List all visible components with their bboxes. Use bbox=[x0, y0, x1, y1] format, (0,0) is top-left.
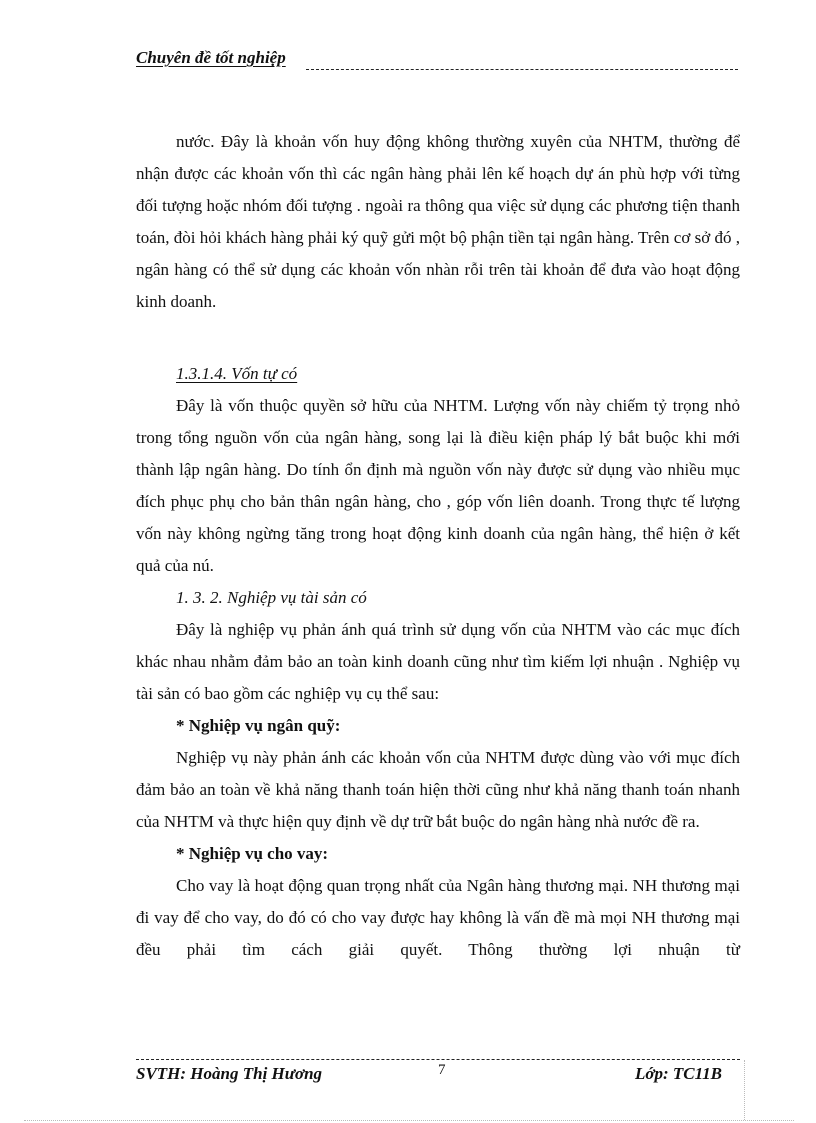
header-dashed-rule bbox=[306, 69, 738, 70]
section-heading-132: 1. 3. 2. Nghiệp vụ tài sản có bbox=[176, 588, 367, 607]
paragraph-tai-san-co: Đây là nghiệp vụ phản ánh quá trình sử dụng vốn của NHTM vào các mục đích khác nhau nhằm đảm bảo an toàn kinh doanh cũng như tìm kiếm lợi nhuận . Nghiệp vụ tài sản có bao gồm các nghiệp vụ cụ thể sau: bbox=[136, 620, 740, 703]
subheading-cho-vay: * Nghiệp vụ cho vay: bbox=[176, 844, 329, 863]
document-body bbox=[136, 126, 740, 966]
page-number: 7 bbox=[438, 1062, 446, 1078]
paragraph-continuation: nước. Đây là khoản vốn huy động không thường xuyên của NHTM, thường để nhận được các khoản vốn thì các ngân hàng phải lên kế hoạch dự án phù hợp với từng đối tượng hoặc nhóm đối tượng . ngoài ra thông qua việc sử dụng các phương tiện thanh toán, đòi hỏi khách hàng phải ký quỹ gửi một bộ phận tiền tại ngân hàng. Trên cơ sở đó , ngân hàng có thể sử dụng các khoản vốn nhàn rỗi trên tài khoản để đưa vào hoạt động kinh doanh. bbox=[136, 132, 740, 311]
footer-class: Lớp: TC11B bbox=[634, 1064, 722, 1083]
paragraph-ngan-quy: Nghiệp vụ này phản ánh các khoản vốn của NHTM được dùng vào với mục đích đảm bảo an toàn về khả năng thanh toán hiện thời cũng như khả năng thanh toán nhanh của NHTM và thực hiện quy định về dự trữ bắt buộc do ngân hàng nhà nước đề ra. bbox=[136, 748, 740, 831]
paragraph-von-tu-co: Đây là vốn thuộc quyền sở hữu của NHTM. Lượng vốn này chiếm tỷ trọng nhỏ trong tổng nguồn vốn của ngân hàng, song lại là điều kiện pháp lý bắt buộc khi mới thành lập ngân hàng. Do tính ổn định mà nguồn vốn này được sử dụng vào nhiều mục đích phục phụ cho bản thân ngân hàng, cho , góp vốn liên doanh. Trong thực tế lượng vốn này không ngừng tăng trong hoạt động kinh doanh của ngân hàng, thể hiện ở kết quả của nú. bbox=[136, 396, 740, 575]
paragraph-gap bbox=[136, 318, 740, 358]
page-border-bottom bbox=[24, 1120, 794, 1121]
footer-author: SVTH: Hoàng Thị Hương bbox=[136, 1064, 323, 1083]
paragraph-cho-vay: Cho vay là hoạt động quan trọng nhất của Ngân hàng thương mại. NH thương mại đi vay để cho vay, do đó có cho vay được hay không là vấn đề mà mọi NH thương mại đều phải tìm cách giải quyết. Thông thường lợi nhuận từ bbox=[136, 876, 740, 959]
subheading-ngan-quy: * Nghiệp vụ ngân quỹ: bbox=[176, 716, 341, 735]
footer-dashed-rule bbox=[136, 1059, 740, 1060]
section-heading-1314-text: 1.3.1.4. Vốn tự có bbox=[176, 364, 298, 383]
page-border-vertical bbox=[744, 1060, 745, 1120]
section-heading-1314 bbox=[136, 358, 740, 390]
header-title: Chuyên đề tốt nghiệp bbox=[136, 48, 286, 67]
